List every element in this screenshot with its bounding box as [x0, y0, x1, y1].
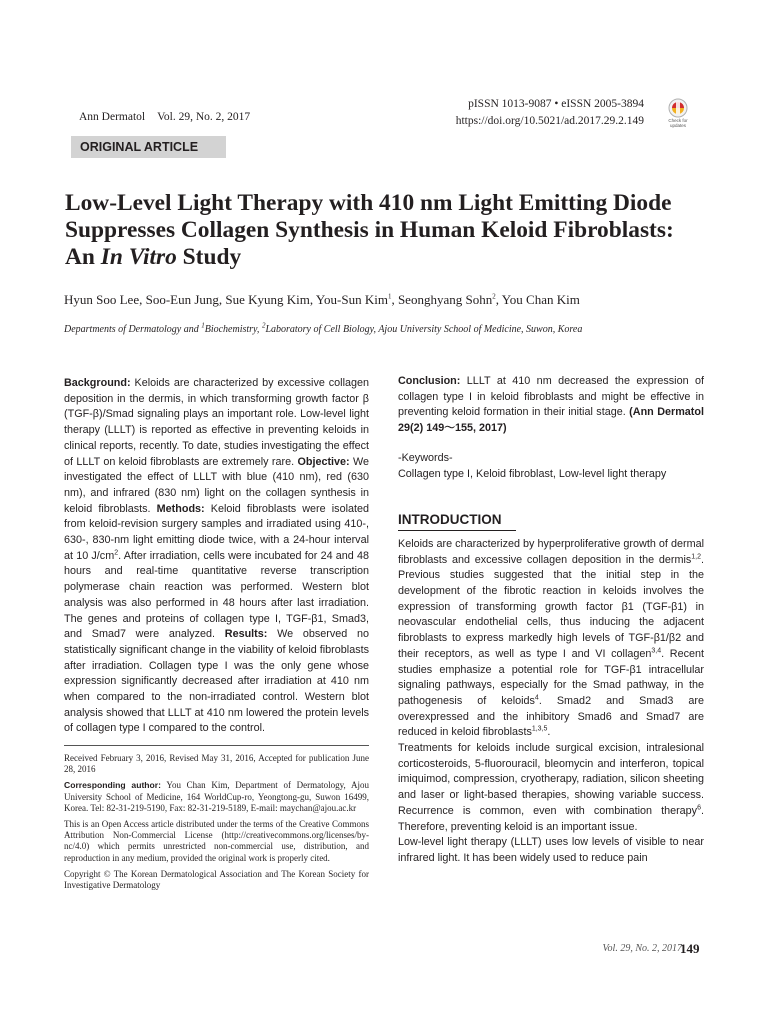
journal-volume: Vol. 29, No. 2, 2017: [157, 111, 251, 123]
corr-label: Corresponding author:: [64, 780, 162, 791]
ref-4: 4: [534, 694, 539, 702]
intro-paragraph-1: [398, 537, 704, 741]
intro-paragraph-3: Low-level light therapy (LLLT) uses low levels of visible to near infrared light. It has been widely used to reduce pain: [398, 836, 704, 864]
methods-sup: 2: [114, 549, 119, 557]
intro-p1-d: . Smad2 and Smad3 are overexpressed and the inhibitory Smad6 and Smad7 are reduced in keloid fibroblasts: [398, 694, 704, 739]
intro-p1-a: Keloids are characterized by hyperproliferative growth of dermal fibroblasts and excessive collagen deposition in the dermis: [398, 537, 704, 566]
issn-text: pISSN 1013-9087 • eISSN 2005-3894: [468, 98, 644, 110]
affil-sup-2: 2: [261, 321, 266, 330]
journal-name: Ann Dermatol: [79, 111, 146, 123]
title-italic: In Vitro: [100, 244, 177, 270]
affil-part-3: Laboratory of Cell Biology, Ajou University School of Medicine, Suwon, Korea: [265, 324, 583, 335]
check-for-updates-badge[interactable]: [664, 97, 692, 129]
methods-text-a: Keloid fibroblasts were isolated from keloid-revision surgery samples and irradiated using 410-, 630-, 830-nm light emitting diode twice, with a 24-hour interval at 10 J/cm: [64, 502, 369, 562]
author-list: [64, 292, 580, 308]
results-text: We observed no statistically significant change in the viability of keloid fibroblasts after irradiation. Collagen type I was the only gene whose expression significantly decreased after irradiation at 410 nm when compared to the non-irradiated control. Western blot analysis showed that LLLT at 410 nm lowered the protein levels of collagen type I compared to the control.: [64, 628, 370, 735]
affil-sup-1: 1: [201, 321, 205, 330]
keywords-list: Collagen type I, Keloid fibroblast, Low-level light therapy: [398, 467, 667, 480]
background-label: Background:: [64, 377, 131, 389]
corr-text: You Chan Kim, Department of Dermatology, Ajou University School of Medicine, 164 WorldCup-ro, Yeongtong-gu, Suwon 16499, Korea. Tel: 82-31-219-5190, Fax: 82-31-219-5189, E-mail: maychan@ajou.ac.kr: [64, 780, 369, 813]
open-access-license: This is an Open Access article distributed under the terms of the Creative Commons Attribution Non-Commercial License (http://creativecommons.org/licenses/by-nc/4.0) which permits unrestricted non-commercial use, distribution, and reproduction in any medium, provided the original work is properly cited.: [64, 819, 369, 863]
abstract-column-left: [64, 376, 369, 737]
title-text-2: Study: [176, 244, 242, 270]
intro-p1-e: .: [547, 726, 551, 739]
abstract-continued: [398, 374, 704, 437]
ref-1-3-5: 1,3,5: [531, 725, 548, 733]
intro-p1-b: . Previous studies suggested that the initial step in the development of the fibrotic reaction in keloids involves the expression of transforming growth factor β1 (TGF-β1) in neovascular endothelial cells, thus inducing the adjacent fibroblasts to express markedly high levels of TGF-β1/β2 and their receptors, as well as type I and VI collagen: [398, 553, 704, 660]
authors-part-3: , You Chan Kim: [495, 292, 580, 307]
page-number: 149: [680, 941, 700, 956]
abstract-text: [64, 376, 369, 737]
ref-3-4: 3,4: [651, 647, 662, 655]
keywords-heading: -Keywords-: [398, 451, 453, 464]
intro-p2-a: Treatments for keloids include surgical excision, intralesional corticosteroids, 5-fluorouracil, bleomycin and interferon, topical imiquimod, compression, cryotherapy, radiation, silicon sheeting and laser or light-based therapies, showing variable success. Recurrence is common, even with combination therapy: [398, 742, 704, 817]
authors-part-1: Hyun Soo Lee, Soo-Eun Jung, Sue Kyung Kim, You-Sun Kim: [64, 292, 388, 307]
background-text: Keloids are characterized by excessive collagen deposition in the dermis, in which transforming growth factor β (TGF-β)/Smad signaling plays an important role. Low-level light therapy (LLLT) is reported as effective in preventing keloids in clinical reports, recently. To date, studies investigating the effect of LLLT on keloid fibroblasts are extremely rare.: [64, 377, 369, 468]
author-affil-2: 2: [492, 292, 496, 301]
footnotes: [64, 753, 369, 896]
intro-p1-c: . Recent studies emphasize a potential role for TGF-β1 intracellular signaling pathways, especially for the Smad pathway, in the pathogenesis of keloids: [398, 647, 704, 707]
conclusion-text: LLLT at 410 nm decreased the expression of collagen type I in keloid fibroblasts and might be effective in preventing keloid formation in their initial stage.: [398, 375, 704, 419]
methods-label: Methods:: [156, 502, 205, 515]
objective-label: Objective:: [297, 455, 350, 468]
author-affil-1: 1: [387, 292, 392, 301]
title-text-1: Low-Level Light Therapy with 410 nm Light Emitting Diode Suppresses Collagen Synthesis in Human Keloid Fibroblasts: An: [65, 190, 674, 270]
column-right: [398, 374, 704, 867]
footer-volume: Vol. 29, No. 2, 2017: [602, 943, 682, 954]
authors-part-2: , Seonghyang Sohn: [391, 292, 493, 307]
objective-text: We investigated the effect of LLLT with blue (410 nm), red (630 nm), and infrared (830 nm) light on the collagen synthesis in keloid fibroblasts.: [64, 455, 370, 515]
intro-paragraph-2: [398, 741, 704, 835]
conclusion-label: Conclusion:: [398, 375, 461, 387]
intro-p2-b: . Therefore, preventing keloid is an important issue.: [398, 804, 704, 833]
affil-part-1: Departments of Dermatology and: [64, 324, 202, 335]
received-dates: Received February 3, 2016, Revised May 31, 2016, Accepted for publication June 28, 2016: [64, 753, 369, 775]
ref-1-2: 1,2: [691, 553, 701, 561]
article-title: [65, 190, 705, 271]
methods-text-b: . After irradiation, cells were incubated for 24 and 48 hours and real-time quantitative reverse transcription polymerase chain reaction was performed. Western blot analysis was also performed in 48 hours after last irradiation. The genes and proteins of collagen type I, TGF-β1, Smad3, and Smad7 were analyzed.: [64, 549, 369, 641]
citation: (Ann Dermatol 29(2) 149～155, 2017): [398, 406, 704, 435]
footnote-divider: [64, 745, 369, 746]
check-for-updates-label: Check for updates: [668, 118, 688, 128]
affil-part-2: Biochemistry,: [204, 324, 262, 335]
doi-link[interactable]: https://doi.org/10.5021/ad.2017.29.2.149: [455, 115, 644, 127]
introduction-heading: INTRODUCTION: [398, 512, 516, 531]
article-type-label: ORIGINAL ARTICLE: [71, 136, 226, 158]
copyright: Copyright © The Korean Dermatological Association and The Korean Society for Investigative Dermatology: [64, 868, 369, 891]
results-label: Results:: [224, 628, 268, 641]
issn-block: [456, 96, 644, 130]
journal-citation: [79, 111, 262, 123]
corresponding-author: [64, 780, 369, 814]
affiliations: [64, 321, 583, 335]
ref-6: 6: [697, 804, 701, 812]
